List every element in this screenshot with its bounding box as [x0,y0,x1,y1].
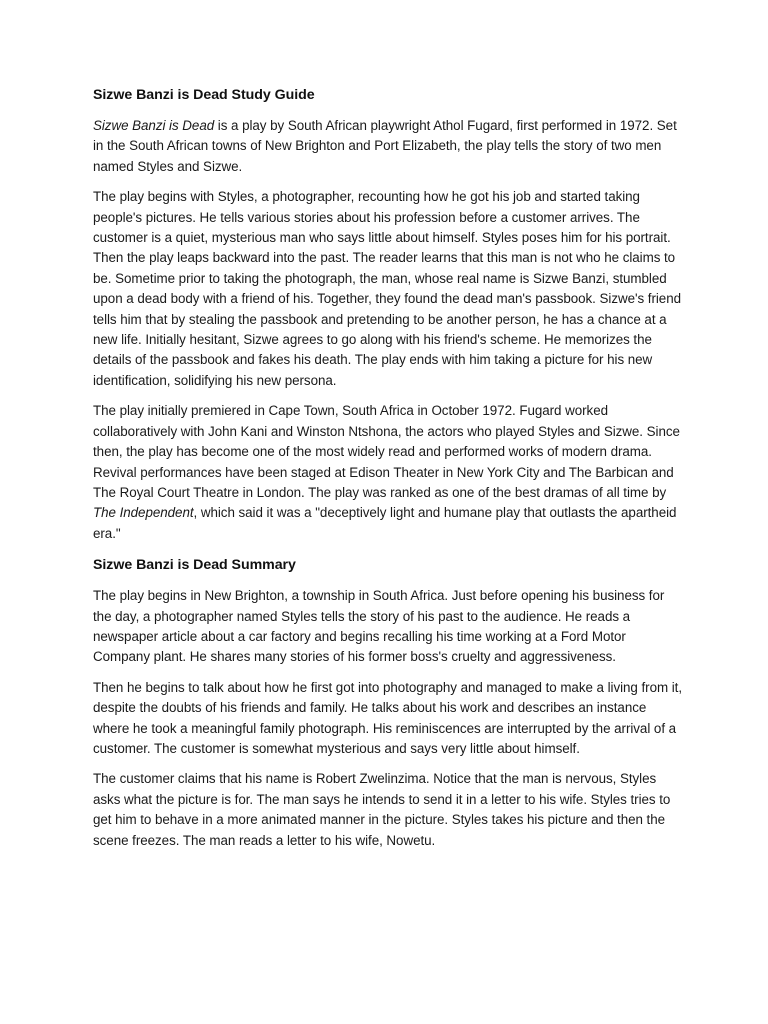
premiere-paragraph-text: The play initially premiered in Cape Town, South Africa in October 1972. Fugard worked collaboratively with John Kani and Winston Ntshona, the actors who played Styles and Sizwe. Since then, the play has become one of the most widely read and performed works of modern drama. Revival performances have been staged at Edison Theater in New York City and The Barbican and The Royal Court Theatre in London. The play was ranked as one of the best dramas of all time by [93,403,680,500]
summary-paragraph-1: The play begins in New Brighton, a township in South Africa. Just before opening his business for the day, a photographer named Styles tells the story of his past to the audience. He reads a newspaper article about a car factory and begins recalling his time working at a Ford Motor Company plant. He shares many stories of his former boss's cruelty and aggressiveness. [93,588,665,665]
plot-overview-paragraph: The play begins with Styles, a photographer, recounting how he got his job and started taking people's pictures. He tells various stories about his profession before a customer arrives. The customer is a quiet, mysterious man who says little about himself. Styles poses him for his portrait. Then the play leaps backward into the past. The reader learns that this man is not who he claims to be. Sometime prior to taking the photograph, the man, whose real name is Sizwe Banzi, stumbled upon a dead body with a friend of his. Together, they found the dead man's passbook. Sizwe's friend tells him that by stealing the passbook and pretending to be another person, he has a chance at a new life. Initially hesitant, Sizwe agrees to go along with his friend's scheme. He memorizes the details of the passbook and fakes his death. The play ends with him taking a picture for his new identification, solidifying his new persona. [93,189,682,388]
summary-paragraph-3: The customer claims that his name is Robert Zwelinzima. Notice that the man is nervous, Styles asks what the picture is for. The man says he intends to send it in a letter to his wife. Styles tries to get him to behave in a more animated manner in the picture. Styles takes his picture and then the scene freezes. The man reads a letter to his wife, Nowetu. [93,771,671,848]
document-page [93,84,683,861]
play-title-italic: Sizwe Banzi is Dead [93,118,215,133]
intro-paragraph-text: is a play by South African playwright Athol Fugard, first performed in 1972. Set in the South African towns of New Brighton and Port Elizabeth, the play tells the story of two men named Styles and Sizwe. [93,118,677,174]
publication-name-italic: The Independent [93,505,194,521]
summary-heading: Sizwe Banzi is Dead Summary [93,557,296,574]
premiere-paragraph-quote: , which said it was a "deceptively light and humane play that outlasts the apartheid era." [93,505,677,541]
premiere-paragraph [93,401,683,544]
study-guide-heading: Sizwe Banzi is Dead Study Guide [93,87,315,103]
summary-paragraph-2: Then he begins to talk about how he first got into photography and managed to make a living from it, despite the doubts of his friends and family. He talks about his work and describes an instance where he took a meaningful family photograph. His reminiscences are interrupted by the arrival of a customer. The customer is somewhat mysterious and says very little about himself. [93,679,683,756]
intro-paragraph [93,116,683,177]
